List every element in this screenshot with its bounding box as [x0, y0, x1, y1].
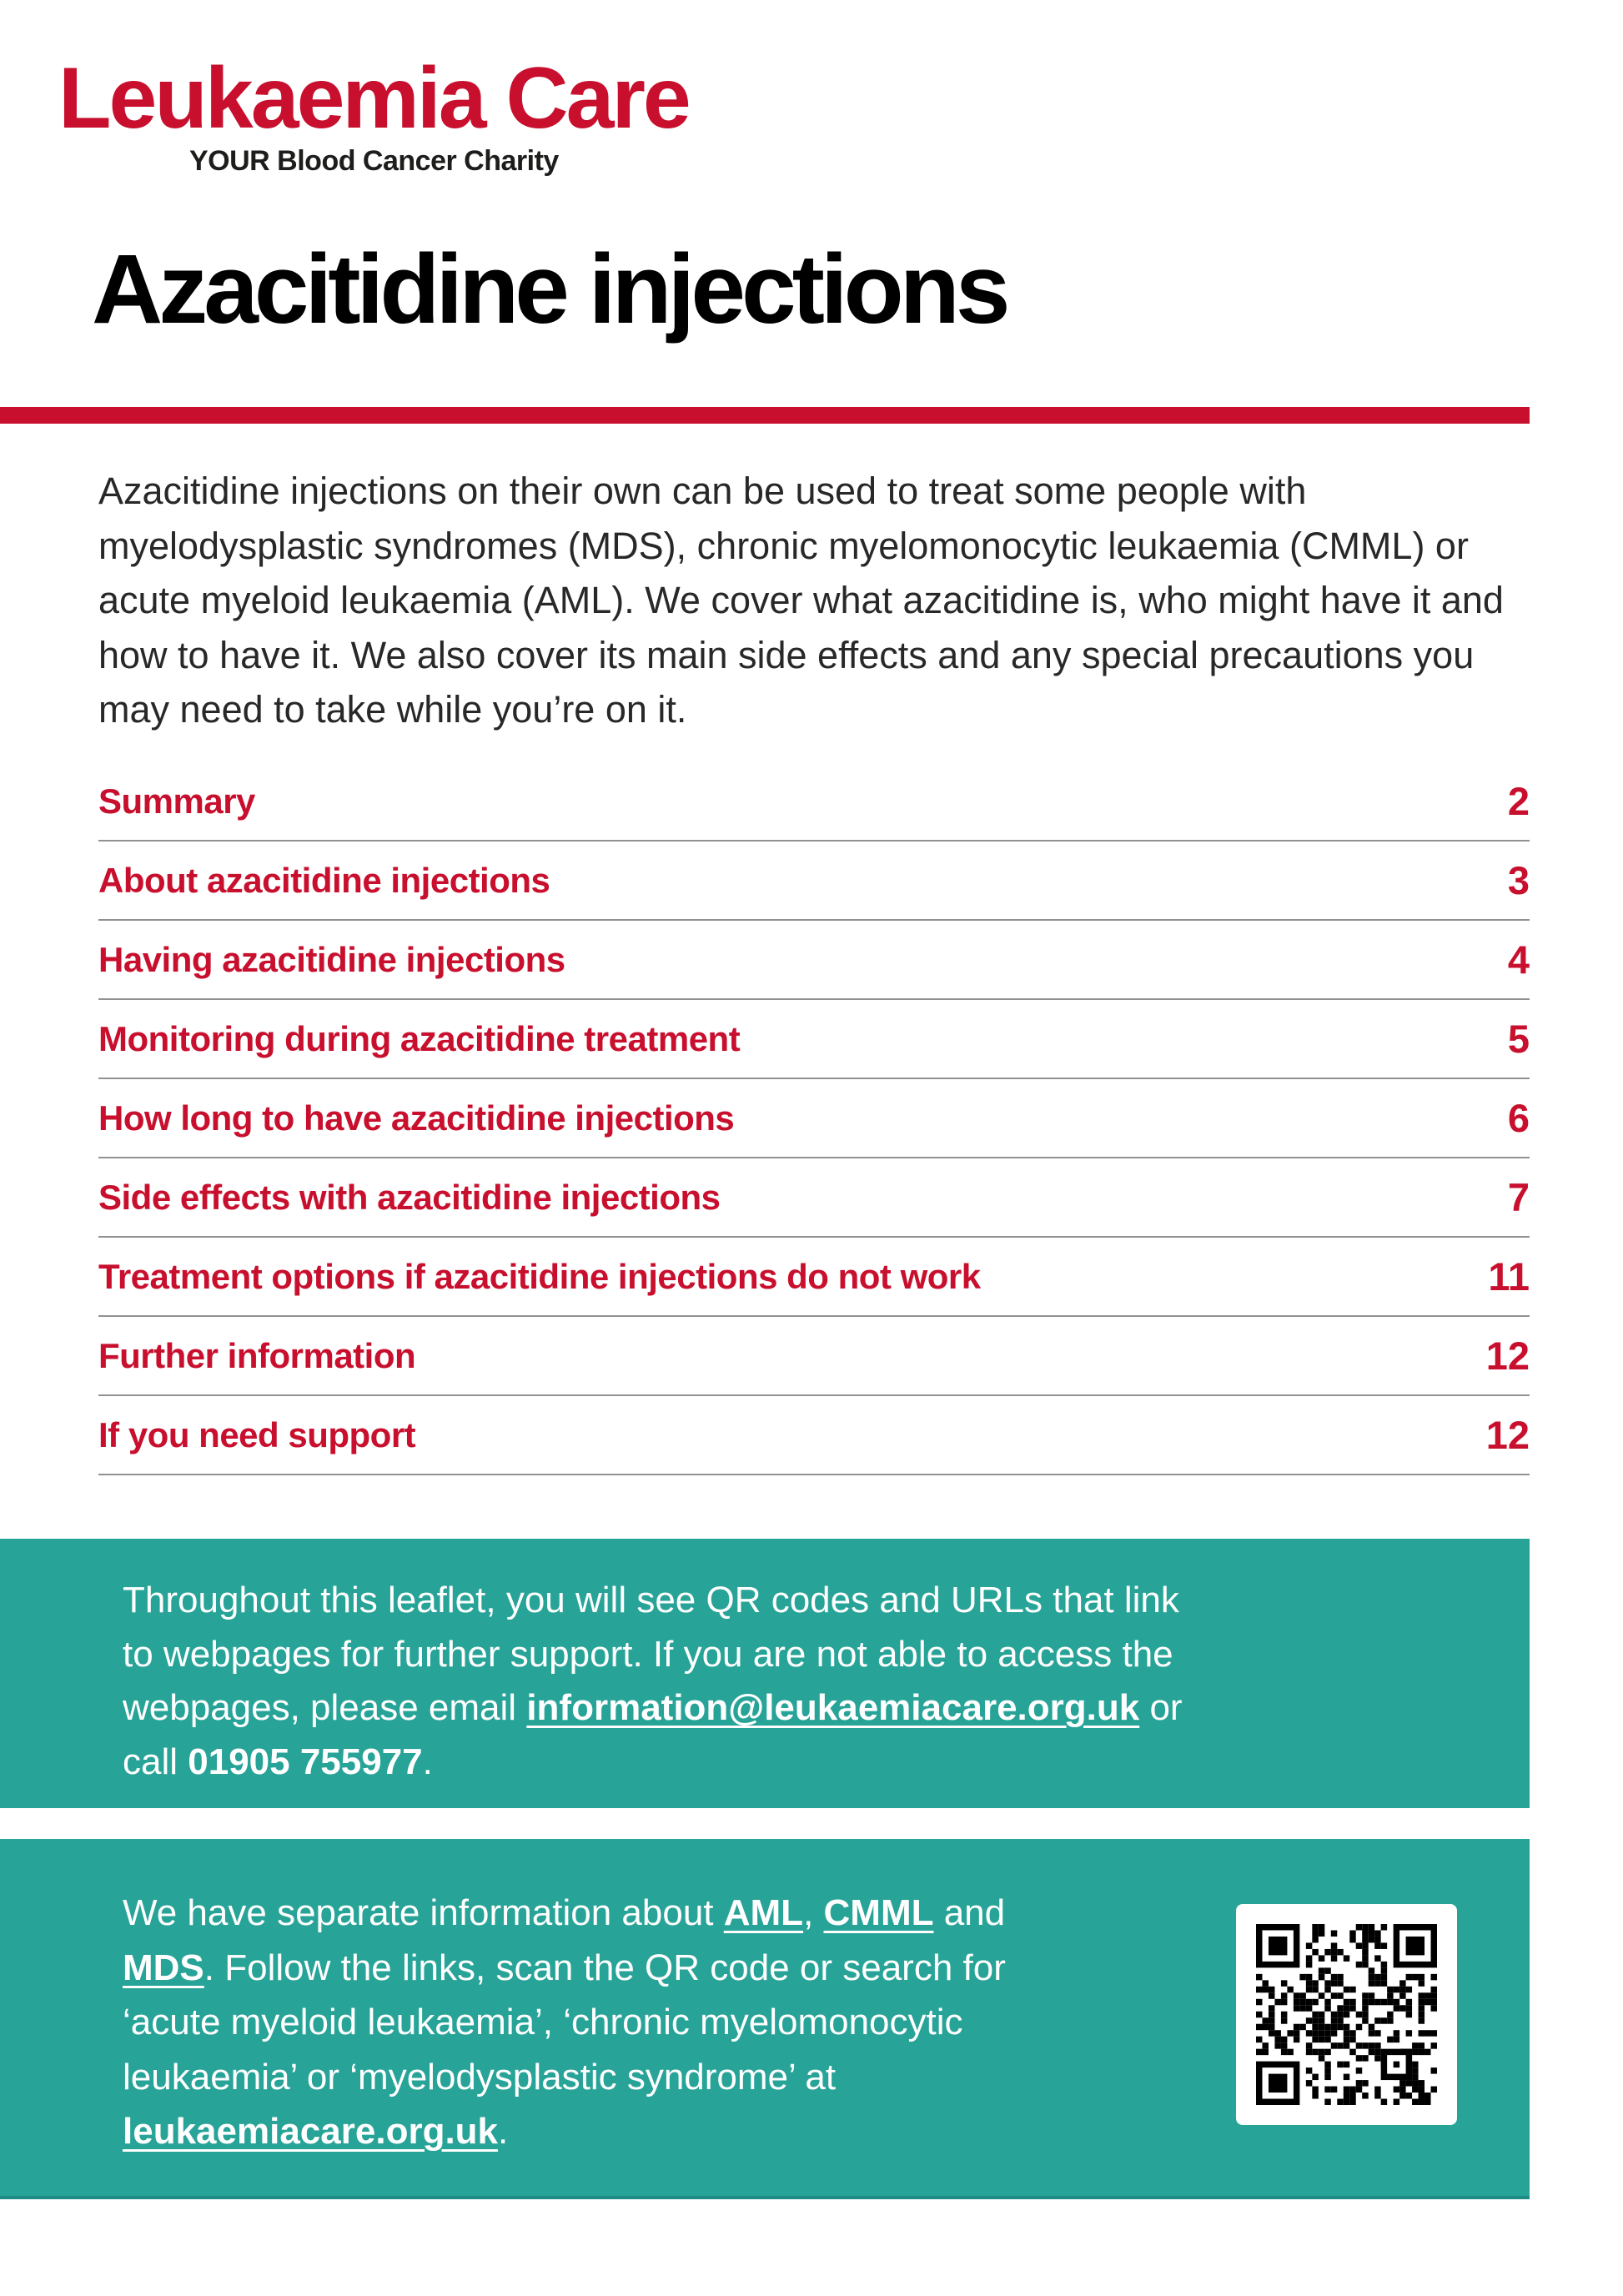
- toc-item[interactable]: [98, 1317, 1530, 1396]
- toc-item-label: If you need support: [98, 1414, 416, 1454]
- text-segment: .: [498, 2111, 509, 2152]
- toc-item-page: 12: [1485, 1413, 1530, 1457]
- toc-item[interactable]: [98, 1158, 1530, 1238]
- aml-link[interactable]: AML: [723, 1892, 804, 1933]
- related-info-box-text: [123, 1886, 1173, 2159]
- toc-item-page: 2: [1507, 779, 1530, 823]
- mds-link[interactable]: MDS: [123, 1947, 204, 1988]
- toc-item-page: 11: [1488, 1254, 1530, 1299]
- toc-item-label: How long to have azacitidine injections: [98, 1098, 735, 1138]
- qr-code: [1236, 1904, 1457, 2125]
- toc-item[interactable]: [98, 921, 1530, 1000]
- email-link[interactable]: information@leukaemiacare.org.uk: [526, 1687, 1140, 1728]
- related-info-box: [0, 1839, 1530, 2199]
- toc-item-page: 5: [1507, 1017, 1530, 1061]
- toc-item-label: Having azacitidine injections: [98, 939, 565, 979]
- table-of-contents: [98, 762, 1530, 1475]
- text-segment: to webpages for further support. If you are not able to access the: [123, 1633, 1173, 1675]
- qr-info-box: [0, 1539, 1530, 1808]
- toc-item-label: Further information: [98, 1335, 416, 1375]
- intro-paragraph: Azacitidine injections on their own can be used to treat some people with myelodysplastic syndromes (MDS), chronic myelomonocytic leukaemia (CMML) or acute myeloid leukaemia (AML). We cover what azacitidine is, who might have it and how to have it. We also cover its main side effects and any special precautions you may need to take while you’re on it.: [98, 470, 1504, 731]
- text-segment: . Follow the links, scan the QR code or search for: [204, 1947, 1006, 1988]
- brand-tagline: YOUR Blood Cancer Charity: [189, 145, 559, 177]
- toc-item-label: Monitoring during azacitidine treatment: [98, 1018, 741, 1058]
- text-segment: ,: [803, 1892, 824, 1933]
- toc-item-label: Treatment options if azacitidine injections do not work: [98, 1256, 981, 1296]
- toc-item[interactable]: [98, 762, 1530, 842]
- text-segment: or: [1139, 1687, 1183, 1728]
- page-title: Azacitidine injections: [92, 234, 1007, 344]
- toc-item-label: Side effects with azacitidine injections: [98, 1177, 721, 1217]
- text-segment: leukaemia’ or ‘myelodysplastic syndrome’ at: [123, 2056, 837, 2098]
- toc-item[interactable]: [98, 1079, 1530, 1158]
- toc-item-label: About azacitidine injections: [98, 860, 550, 900]
- text-segment: 01905 755977: [188, 1741, 423, 1782]
- toc-item-page: 7: [1507, 1175, 1530, 1219]
- brand-logo-text: Leukaemia Care: [58, 50, 689, 147]
- text-segment: ‘acute myeloid leukaemia’, ‘chronic myelomonocytic: [123, 2002, 963, 2042]
- text-segment: We have separate information about: [123, 1892, 724, 1933]
- text-segment: .: [422, 1741, 433, 1782]
- toc-item[interactable]: [98, 1000, 1530, 1079]
- cmml-link[interactable]: CMML: [823, 1892, 934, 1933]
- toc-item-label: Summary: [98, 781, 255, 821]
- toc-item[interactable]: [98, 842, 1530, 921]
- toc-item-page: 12: [1485, 1334, 1530, 1378]
- text-segment: Throughout this leaflet, you will see QR codes and URLs that link: [123, 1580, 1179, 1620]
- red-divider: [0, 407, 1530, 424]
- toc-item-page: 6: [1507, 1096, 1530, 1140]
- website-link[interactable]: leukaemiacare.org.uk: [123, 2111, 499, 2152]
- qr-info-box-text: [123, 1574, 1424, 1789]
- toc-item-page: 3: [1507, 858, 1530, 902]
- qr-code-image: [1256, 1924, 1437, 2105]
- toc-item[interactable]: [98, 1238, 1530, 1317]
- toc-item[interactable]: [98, 1396, 1530, 1475]
- text-segment: call: [123, 1741, 188, 1782]
- text-segment: webpages, please email: [123, 1687, 527, 1728]
- text-segment: and: [933, 1892, 1006, 1933]
- toc-item-page: 4: [1507, 937, 1530, 982]
